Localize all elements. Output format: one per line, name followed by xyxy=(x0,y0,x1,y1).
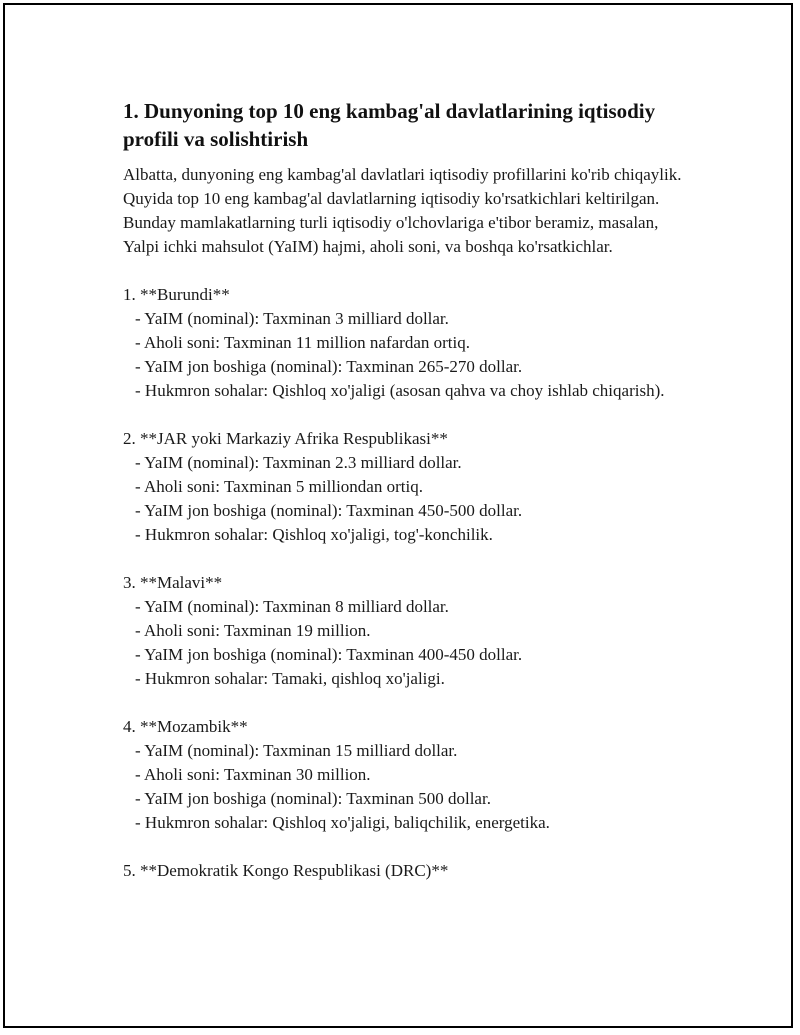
country-detail: - Aholi soni: Taxminan 11 million nafardan ortiq. xyxy=(135,333,470,352)
country-detail: - Aholi soni: Taxminan 5 milliondan ortiq. xyxy=(135,477,423,496)
country-item xyxy=(123,715,693,835)
country-detail: - YaIM (nominal): Taxminan 15 milliard dollar. xyxy=(135,741,458,760)
country-detail: - YaIM (nominal): Taxminan 8 milliard dollar. xyxy=(135,597,449,616)
country-detail: - Aholi soni: Taxminan 19 million. xyxy=(135,621,371,640)
country-title: 3. **Malavi** xyxy=(123,573,223,592)
country-title: 5. **Demokratik Kongo Respublikasi (DRC)** xyxy=(123,861,449,880)
country-title: 2. **JAR yoki Markaziy Afrika Respublikasi** xyxy=(123,429,448,448)
country-detail: - Hukmron sohalar: Qishloq xo'jaligi (asosan qahva va choy ishlab chiqarish). xyxy=(135,381,665,400)
country-title: 1. **Burundi** xyxy=(123,285,230,304)
document-content xyxy=(123,97,693,907)
country-detail: - Aholi soni: Taxminan 30 million. xyxy=(135,765,371,784)
page-frame xyxy=(3,3,793,1028)
section-heading: 1. Dunyoning top 10 eng kambag'al davlatlarining iqtisodiy profili va solishtirish xyxy=(123,99,656,151)
country-item xyxy=(123,859,693,883)
country-title: 4. **Mozambik** xyxy=(123,717,248,736)
country-list xyxy=(123,283,693,883)
country-detail: - YaIM (nominal): Taxminan 3 milliard dollar. xyxy=(135,309,449,328)
country-detail: - Hukmron sohalar: Tamaki, qishloq xo'jaligi. xyxy=(135,669,445,688)
country-detail: - YaIM jon boshiga (nominal): Taxminan 500 dollar. xyxy=(135,789,491,808)
country-detail: - YaIM jon boshiga (nominal): Taxminan 265-270 dollar. xyxy=(135,357,523,376)
country-detail: - Hukmron sohalar: Qishloq xo'jaligi, tog'-konchilik. xyxy=(135,525,493,544)
intro-paragraph: Albatta, dunyoning eng kambag'al davlatlari iqtisodiy profillarini ko'rib chiqaylik. Quyida top 10 eng kambag'al davlatlarning iqtisodiy ko'rsatkichlari keltirilgan. Bunday mamlakatlarning turli iqtisodiy o'lchovlariga e'tibor beramiz, masalan, Yalpi ichki mahsulot (YaIM) hajmi, aholi soni, va boshqa ko'rsatkichlar. xyxy=(123,165,682,256)
country-detail: - Hukmron sohalar: Qishloq xo'jaligi, baliqchilik, energetika. xyxy=(135,813,550,832)
country-item xyxy=(123,571,693,691)
country-detail: - YaIM jon boshiga (nominal): Taxminan 400-450 dollar. xyxy=(135,645,523,664)
country-item xyxy=(123,427,693,547)
country-detail: - YaIM (nominal): Taxminan 2.3 milliard dollar. xyxy=(135,453,462,472)
country-detail: - YaIM jon boshiga (nominal): Taxminan 450-500 dollar. xyxy=(135,501,523,520)
country-item xyxy=(123,283,693,403)
